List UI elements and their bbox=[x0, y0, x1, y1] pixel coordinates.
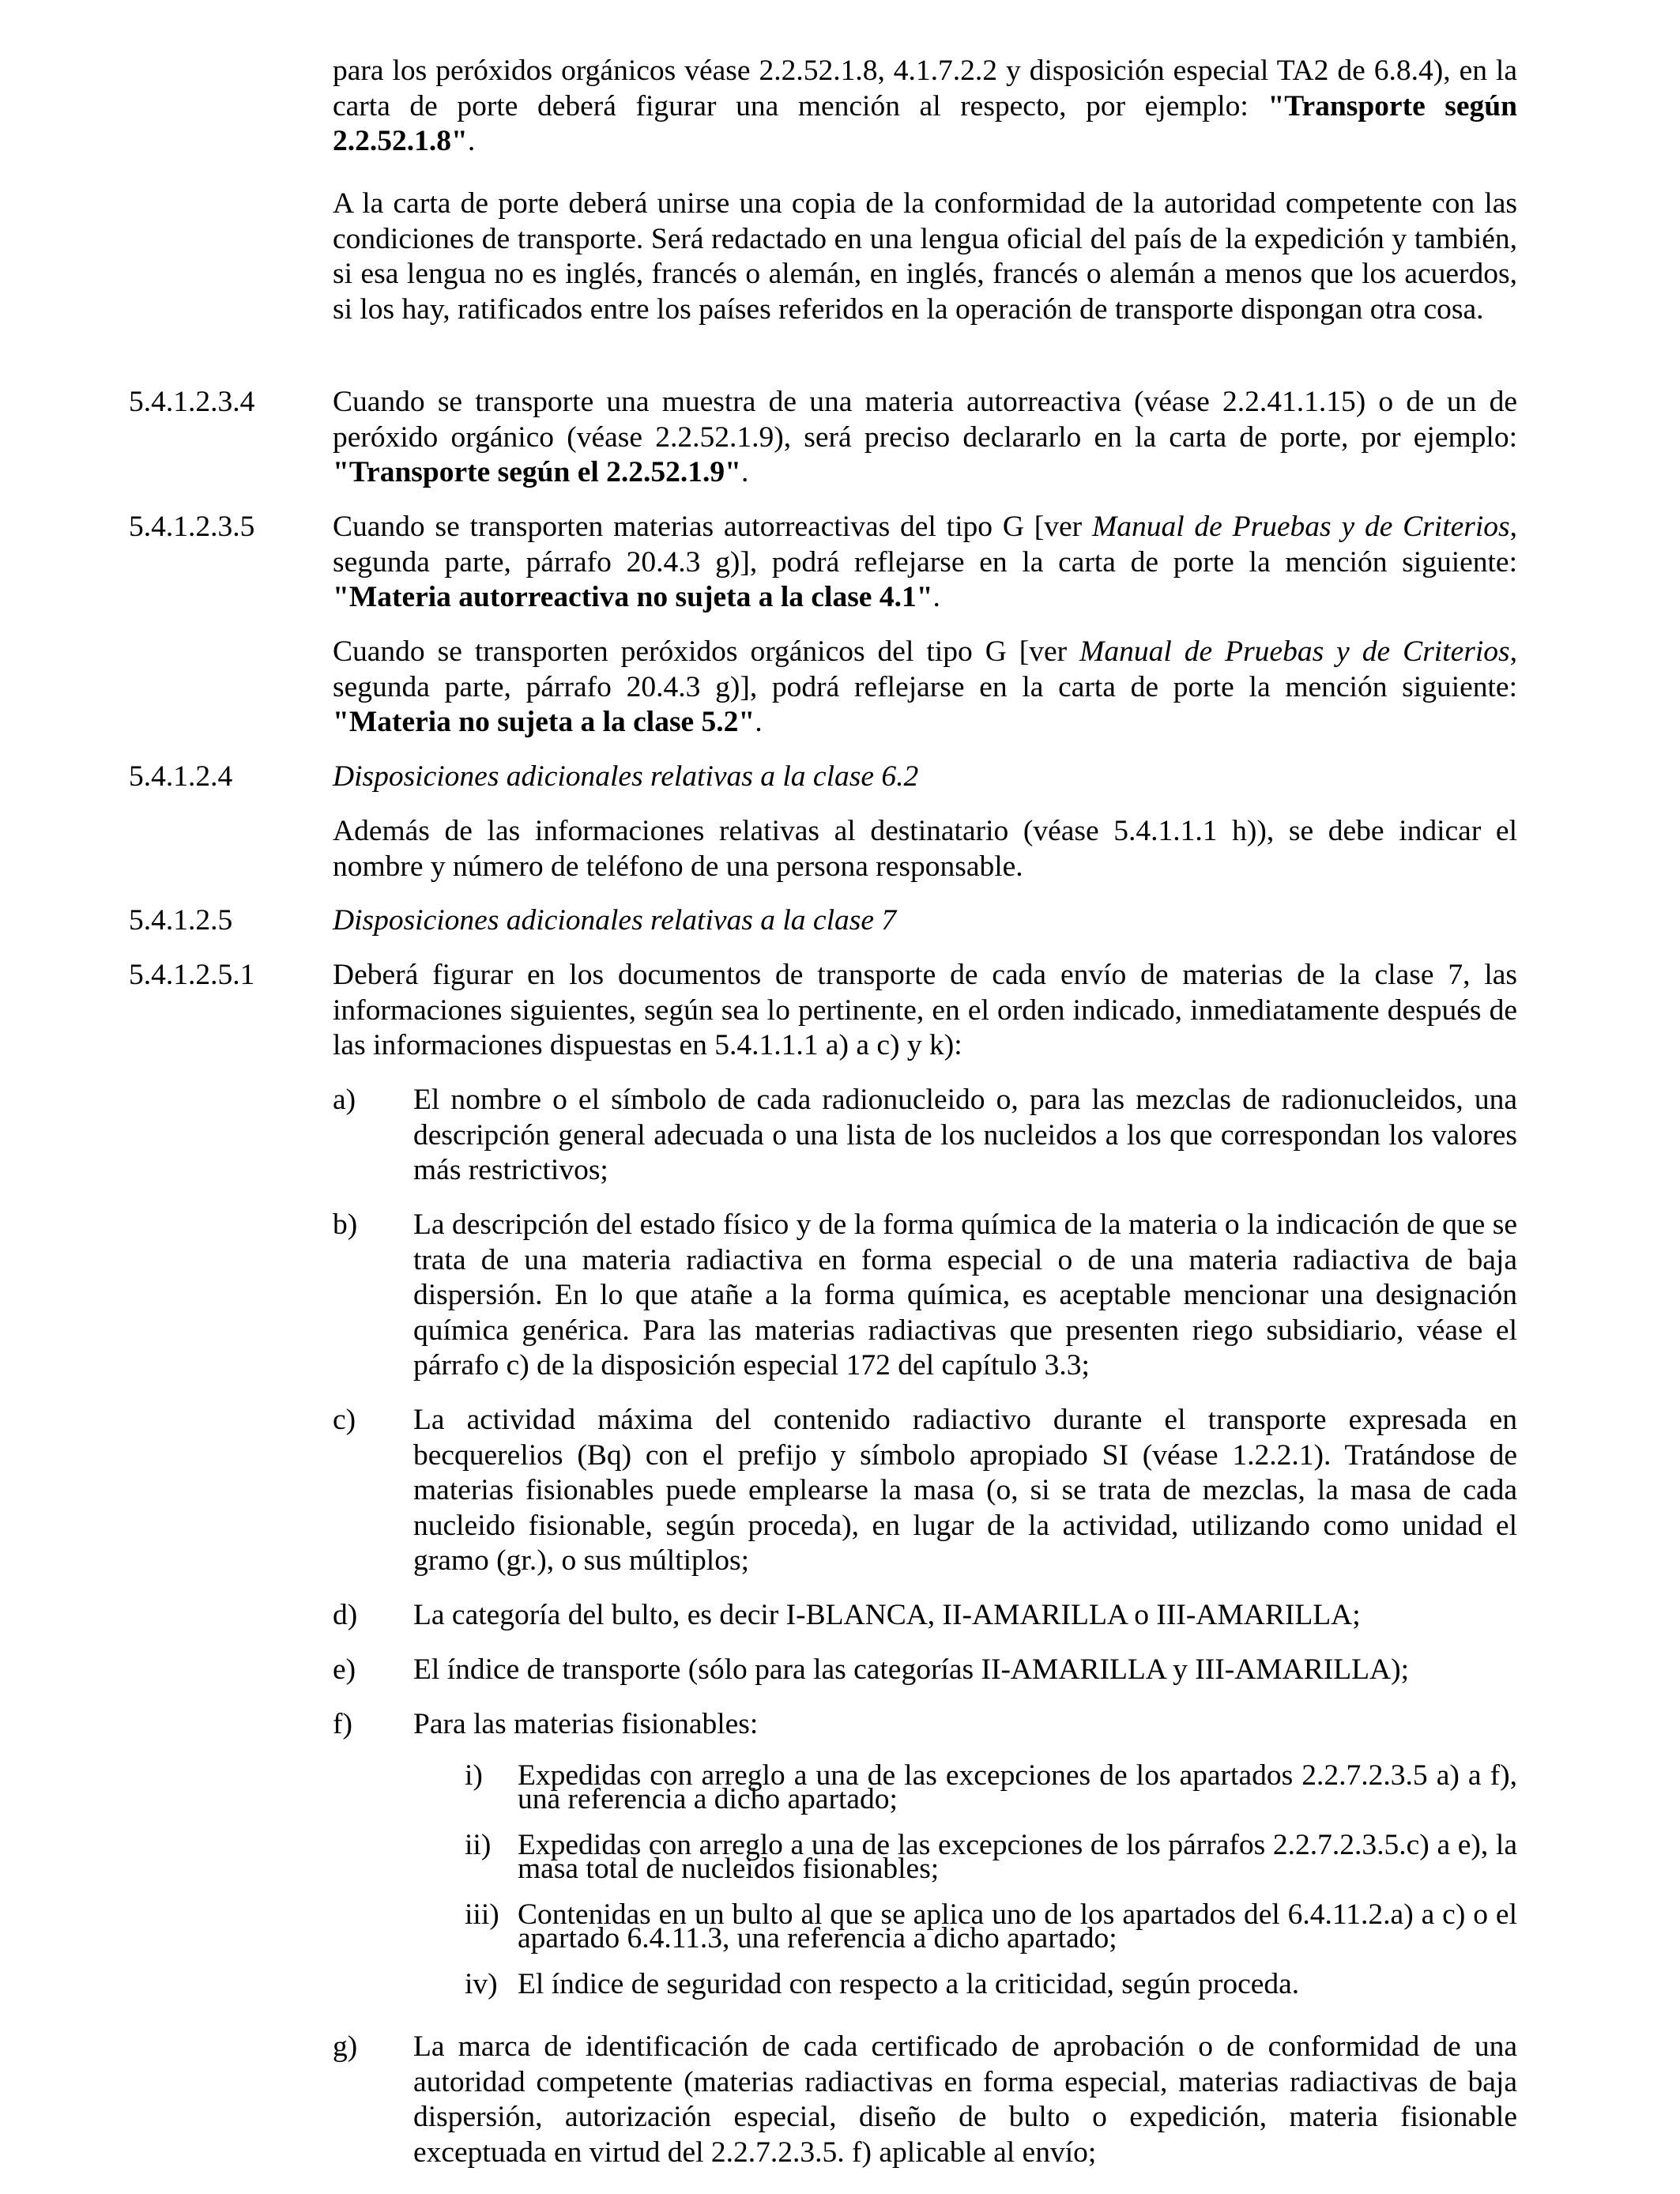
paragraph-text: Cuando se transporte una muestra de una materia autorreactiva (véase 2.2.41.1.15) o de un de peróxido orgánico (véase 2.2.52.1.9), será preciso declararlo en la carta de porte, por ejemplo: bbox=[333, 386, 1517, 454]
paragraph: Además de las informaciones relativas al destinatario (véase 5.4.1.1.1 h)), se debe indicar el nombre y número de teléfono de una persona responsable. bbox=[333, 815, 1517, 883]
bold-quote: "Materia no sujeta a la clase 5.2" bbox=[333, 706, 755, 738]
sub-item-label: iv) bbox=[465, 1968, 498, 2000]
bold-quote: "Materia autorreactiva no sujeta a la clase 4.1" bbox=[333, 581, 933, 613]
list-item: La categoría del bulto, es decir I-BLANCA, II-AMARILLA o III-AMARILLA; bbox=[413, 1599, 1361, 1631]
paragraph: A la carta de porte deberá unirse una copia de la conformidad de la autoridad competente con las condiciones de transporte. Será redactado en una lengua oficial del país de la expedición y también, si esa lengua no es inglés, francés o alemán, en inglés, francés o alemán a menos que los acuerdos, si los hay, ratificados entre los países referidos en la operación de transporte dispongan otra cosa. bbox=[333, 187, 1517, 326]
bold-quote: "Transporte según el 2.2.52.1.9" bbox=[333, 456, 741, 488]
paragraph-text: . bbox=[932, 581, 940, 613]
sub-item: Expedidas con arreglo a una de las excepciones de los párrafos 2.2.7.2.3.5.c) a e), la masa total de nucleidos fisionables; bbox=[518, 1829, 1517, 1885]
section-number: 5.4.1.2.4 bbox=[129, 760, 233, 793]
sub-item-label: i) bbox=[465, 1759, 483, 1792]
list-item-label: b) bbox=[333, 1208, 358, 1241]
list-item-label: g) bbox=[333, 2030, 358, 2063]
paragraph-text: . bbox=[755, 706, 763, 738]
italic-reference: Manual de Pruebas y de Criterios bbox=[1091, 511, 1510, 543]
paragraph bbox=[333, 54, 1517, 160]
paragraph-text: , segunda parte, párrafo 20.4.3 g)], podrá reflejarse en la carta de porte la mención siguiente: bbox=[333, 635, 1517, 703]
section-heading-text: Disposiciones adicionales relativas a la clase 7 bbox=[333, 904, 897, 937]
section-number: 5.4.1.2.5 bbox=[129, 904, 233, 937]
list-item-label: a) bbox=[333, 1084, 356, 1116]
sub-item-label: iii) bbox=[465, 1898, 499, 1931]
paragraph bbox=[333, 635, 1517, 741]
list-item: El índice de transporte (sólo para las categorías II-AMARILLA y III-AMARILLA); bbox=[413, 1653, 1410, 1686]
section-number: 5.4.1.2.3.5 bbox=[129, 511, 255, 543]
paragraph bbox=[333, 510, 1517, 616]
sub-item: Contenidas en un bulto al que se aplica uno de los apartados del 6.4.11.2.a) a c) o el apartado 6.4.11.3, una referencia a dicho apartado; bbox=[518, 1898, 1517, 1955]
paragraph-text: Cuando se transporten materias autorreactivas del tipo G [ver bbox=[333, 511, 1092, 543]
list-item-label: e) bbox=[333, 1653, 356, 1686]
paragraph-text: . bbox=[740, 456, 749, 488]
section-heading-text: Disposiciones adicionales relativas a la clase 6.2 bbox=[333, 760, 919, 793]
section-number: 5.4.1.2.5.1 bbox=[129, 959, 255, 991]
paragraph-text: para los peróxidos orgánicos véase 2.2.52.1.8, 4.1.7.2.2 y disposición especial TA2 de 6.8.4), en la carta de porte deberá figurar una mención al respecto, por ejemplo: bbox=[333, 55, 1517, 123]
italic-reference: Manual de Pruebas y de Criterios bbox=[1079, 635, 1510, 668]
paragraph-text: , segunda parte, párrafo 20.4.3 g)], podrá reflejarse en la carta de porte la mención siguiente: bbox=[333, 511, 1517, 579]
paragraph bbox=[333, 385, 1517, 491]
list-item: La marca de identificación de cada certificado de aprobación o de conformidad de una autoridad competente (materias radiactivas en forma especial, materias radiactivas de baja dispersión, autorización especial, diseño de bulto o expedición, materia fisionable exceptuada en virtud del 2.2.7.2.3.5. f) aplicable al envío; bbox=[413, 2030, 1517, 2169]
list-item: La descripción del estado físico y de la forma química de la materia o la indicación de que se trata de una materia radiactiva en forma especial o de una materia radiactiva de baja dispersión. En lo que atañe a la forma química, es aceptable mencionar una designación química genérica. Para las materias radiactivas que presenten riego subsidiario, véase el párrafo c) de la disposición especial 172 del capítulo 3.3; bbox=[413, 1208, 1517, 1382]
list-item: El nombre o el símbolo de cada radionucleido o, para las mezclas de radionucleidos, una descripción general adecuada o una lista de los nucleidos a los que correspondan los valores más restrictivos; bbox=[413, 1084, 1517, 1186]
section-heading bbox=[333, 760, 1517, 795]
list-item: La actividad máxima del contenido radiactivo durante el transporte expresada en becquerelios (Bq) con el prefijo y símbolo apropiado SI (véase 1.2.2.1). Tratándose de materias fisionables puede emplearse la masa (o, si se trata de mezclas, la masa de cada nucleido fisionable, según proceda), en lugar de la actividad, utilizando como unidad el gramo (gr.), o sus múltiplos; bbox=[413, 1404, 1517, 1577]
sub-item-label: ii) bbox=[465, 1829, 492, 1861]
paragraph: Deberá figurar en los documentos de transporte de cada envío de materias de la clase 7, las informaciones siguientes, según sea lo pertinente, en el orden indicado, inmediatamente después de las informaciones dispuestas en 5.4.1.1.1 a) a c) y k): bbox=[333, 959, 1517, 1061]
sub-item: Expedidas con arreglo a una de las excepciones de los apartados 2.2.7.2.3.5 a) a f), una referencia a dicho apartado; bbox=[518, 1759, 1517, 1815]
list-item-label: f) bbox=[333, 1708, 352, 1740]
paragraph-text: Cuando se transporten peróxidos orgánicos del tipo G [ver bbox=[333, 635, 1080, 668]
list-item-label: c) bbox=[333, 1404, 356, 1436]
section-number: 5.4.1.2.3.4 bbox=[129, 386, 255, 418]
section-heading bbox=[333, 903, 1517, 939]
list-item: Para las materias fisionables: bbox=[413, 1708, 759, 1740]
bold-quote: "Transporte según 2.2.52.1.8" bbox=[333, 89, 1517, 157]
sub-item: El índice de seguridad con respecto a la criticidad, según proceda. bbox=[518, 1968, 1300, 2000]
paragraph-text: . bbox=[467, 125, 476, 157]
list-item-label: d) bbox=[333, 1599, 358, 1631]
